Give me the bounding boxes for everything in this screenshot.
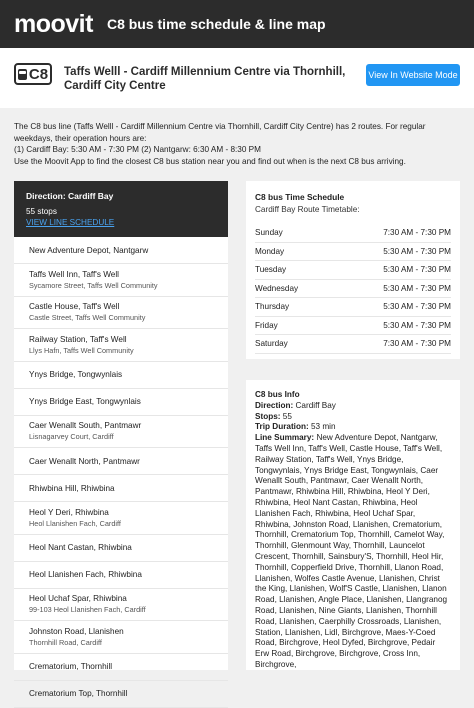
- schedule-day: Tuesday: [255, 265, 287, 275]
- schedule-day: Saturday: [255, 339, 288, 349]
- stop-address: Thornhill Road, Cardiff: [29, 637, 102, 647]
- schedule-title: C8 bus Time Schedule: [255, 192, 345, 202]
- stop-item[interactable]: [14, 681, 228, 708]
- direction-title: Direction: Cardiff Bay: [26, 191, 114, 201]
- stop-item[interactable]: [14, 562, 228, 589]
- intro-line-2: (1) Cardiff Bay: 5:30 AM - 7:30 PM (2) Nantgarw: 6:30 AM - 8:30 PM: [14, 145, 261, 154]
- schedule-row: [255, 261, 451, 280]
- stop-item[interactable]: [14, 297, 228, 330]
- stop-item[interactable]: [14, 621, 228, 654]
- stop-name: Crematorium Top, Thornhill: [29, 689, 128, 698]
- intro-text: [14, 121, 462, 167]
- schedule-row: [255, 224, 451, 243]
- view-website-mode-button[interactable]: View In Website Mode: [366, 64, 460, 86]
- schedule-row: [255, 335, 451, 354]
- stop-address: Heol Llanishen Fach, Cardiff: [29, 518, 121, 528]
- schedule-hours: 5:30 AM - 7:30 PM: [383, 320, 451, 330]
- schedule-row: [255, 298, 451, 317]
- schedule-row: [255, 280, 451, 299]
- stop-name: Heol Y Deri, Rhiwbina: [29, 507, 109, 517]
- schedule-hours: 7:30 AM - 7:30 PM: [383, 339, 451, 349]
- line-code: C8: [28, 65, 49, 83]
- bus-icon: [18, 69, 27, 80]
- stop-name: New Adventure Depot, Nantgarw: [29, 245, 149, 255]
- bus-info-panel: [246, 380, 460, 670]
- stop-item[interactable]: [14, 535, 228, 562]
- stop-item[interactable]: [14, 654, 228, 681]
- stop-name: Heol Llanishen Fach, Rhiwbina: [29, 570, 142, 579]
- info-summary-label: Line Summary:: [255, 433, 315, 443]
- schedule-row: [255, 317, 451, 336]
- stop-name: Caer Wenallt South, Pantmawr: [29, 421, 142, 431]
- direction-card: [14, 181, 228, 237]
- stop-item[interactable]: [14, 416, 228, 449]
- stop-address: Castle Street, Taffs Well Community: [29, 313, 146, 323]
- schedule-day: Friday: [255, 320, 278, 330]
- info-summary: [255, 433, 451, 671]
- stop-address: 99-103 Heol Llanishen Fach, Cardiff: [29, 605, 146, 615]
- stop-list: [14, 237, 228, 698]
- stop-name: Railway Station, Taff's Well: [29, 334, 127, 344]
- moovit-logo[interactable]: moovit: [14, 9, 93, 38]
- stop-item[interactable]: [14, 237, 228, 264]
- schedule-day: Sunday: [255, 228, 283, 238]
- stop-item[interactable]: [14, 589, 228, 622]
- stop-address: Llys Hafn, Taffs Well Community: [29, 345, 134, 355]
- schedule-hours: 5:30 AM - 7:30 PM: [383, 265, 451, 275]
- info-direction: [255, 401, 451, 412]
- schedule-day: Monday: [255, 246, 285, 256]
- stop-address: Sycamore Street, Taffs Well Community: [29, 280, 158, 290]
- schedule-day: Thursday: [255, 302, 290, 312]
- info-stops: [255, 412, 451, 423]
- schedule-hours: 5:30 AM - 7:30 PM: [383, 246, 451, 256]
- info-stops-value: 55: [282, 411, 292, 421]
- schedule-hours: 7:30 AM - 7:30 PM: [383, 228, 451, 238]
- route-title: Taffs Welll - Cardiff Millennium Centre via Thornhill, Cardiff City Centre: [64, 66, 346, 92]
- info-direction-value: Cardiff Bay: [295, 400, 336, 410]
- intro-line-3: Use the Moovit App to find the closest C8 bus station near you and find out when is the next C8 bus arriving.: [14, 156, 406, 166]
- stop-name: Crematorium, Thornhill: [29, 662, 113, 671]
- schedule-hours: 5:30 AM - 7:30 PM: [383, 283, 451, 293]
- schedule-table: [255, 224, 451, 354]
- schedule-subtitle: Cardiff Bay Route Timetable:: [255, 205, 360, 214]
- stop-name: Caer Wenallt North, Pantmawr: [29, 456, 140, 466]
- info-duration-label: Trip Duration:: [255, 422, 309, 432]
- stop-name: Castle House, Taff's Well: [29, 302, 120, 312]
- stop-name: Taffs Well Inn, Taff's Well: [29, 269, 119, 279]
- info-direction-label: Direction:: [255, 400, 294, 410]
- stop-item[interactable]: [14, 329, 228, 362]
- stop-count: 55 stops: [26, 207, 57, 216]
- info-stops-label: Stops:: [255, 411, 281, 421]
- stop-name: Rhiwbina Hill, Rhiwbina: [29, 483, 115, 493]
- info-title: C8 bus Info: [255, 390, 300, 399]
- schedule-row: [255, 243, 451, 262]
- stop-name: Heol Uchaf Spar, Rhiwbina: [29, 594, 127, 604]
- view-line-schedule-link[interactable]: VIEW LINE SCHEDULE: [26, 218, 115, 227]
- stop-name: Heol Nant Castan, Rhiwbina: [29, 543, 132, 552]
- stop-name: Johnston Road, Llanishen: [29, 626, 124, 636]
- stop-address: Lisnagarvey Court, Cardiff: [29, 432, 114, 442]
- stop-name: Ynys Bridge, Tongwynlais: [29, 370, 123, 379]
- schedule-panel: [246, 181, 460, 359]
- schedule-day: Wednesday: [255, 283, 299, 293]
- line-badge: [14, 63, 52, 85]
- info-duration: [255, 422, 451, 433]
- stop-item[interactable]: [14, 448, 228, 475]
- schedule-hours: 5:30 AM - 7:30 PM: [383, 302, 451, 312]
- stop-item[interactable]: [14, 475, 228, 502]
- info-summary-value: New Adventure Depot, Nantgarw, Taffs Well Inn, Taff's Well, Castle House, Taff's Well, Railway Station, Taff's Well, Ynys Bridge, Tongwynlais, Ynys Bridge East, Tongwynlais, Caer Wenallt South, Pantmawr, Caer Wenallt North, Pantmawr, Rhiwbina Hill, Rhiwbina, Heol Y Deri, Rhiwbina, Heol Nant Castan, Rhiwbina, Heol Llanishen Fach, Rhiwbina, Heol Uchaf Spar, Rhiwbina, Johnston Road, Llanishen, Crematorium, Thornhill, Crematorium Top, Thornhill, Camelot Way, Thornhill, Glenmount Way, Thornhill, Launcelot Crescent, Thornhill, Sainsbury'S, Thornhill, Heol Hir, Thornhill, Copperfield Drive, Thornhill, Llanon Road, Llanishen, Wolfes Castle Avenue, Llanishen, Christ the King, Llanishen, Wolf'S Castle, Llanishen, Llanon Road, Llanishen, Angle Place, Llanishen, Llangranog Road, Llanishen, Nine Giants, Llanishen, Thornhill Road, Llanishen, Caerphilly Crossroads, Llanishen, Station, Llanishen, Lidl, Birchgrove, Maes-Y-Coed Road, Birchgrove, Heol Dyfed, Birchgrove, Pedair Erw Road, Birchgrove, Birchgrove, Cross Inn, Birchgrove,: [255, 433, 448, 669]
- stop-name: Ynys Bridge East, Tongwynlais: [29, 397, 141, 406]
- stop-item[interactable]: [14, 264, 228, 297]
- stop-item[interactable]: [14, 502, 228, 535]
- page-heading: C8 bus time schedule & line map: [106, 16, 326, 32]
- info-duration-value: 53 min: [310, 422, 336, 432]
- top-bar: [0, 0, 474, 48]
- stop-item[interactable]: [14, 389, 228, 416]
- stop-item[interactable]: [14, 362, 228, 389]
- intro-line-1: The C8 bus line (Taffs Welll - Cardiff Millennium Centre via Thornhill, Cardiff City Centre) has 2 routes. For regular weekdays, their operation hours are:: [14, 122, 426, 143]
